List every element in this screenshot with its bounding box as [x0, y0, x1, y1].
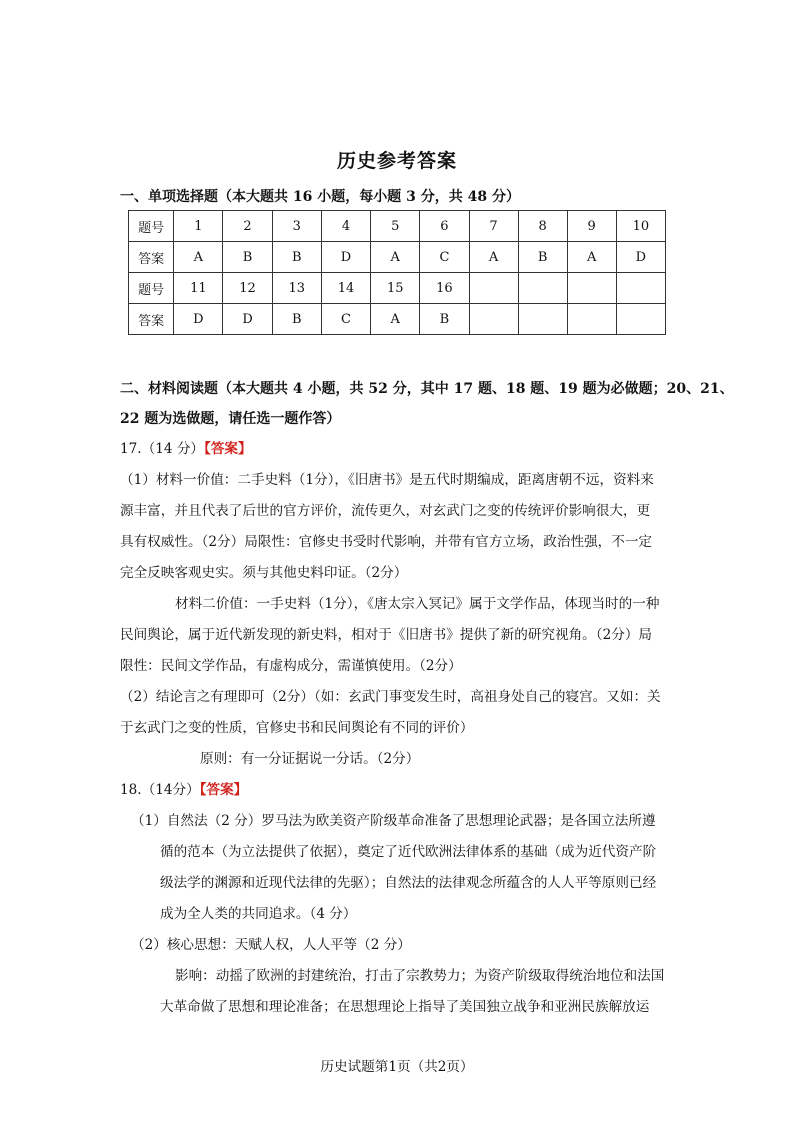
q17-line: 限性：民间文学作品，有虚构成分，需谨慎使用。（2分）	[120, 658, 462, 674]
q18-line: （2）核心思想：天赋人权，人人平等（2 分）	[131, 937, 411, 953]
table-cell: A	[371, 304, 420, 335]
table-cell: 1	[174, 211, 223, 242]
q17-line: 于玄武门之变的性质，官修史书和民间舆论有不同的评价）	[120, 720, 474, 736]
q17-line: 民间舆论，属于近代新发现的新史料，相对于《旧唐书》提供了新的研究视角。（2分）局	[120, 627, 653, 643]
table-cell: C	[420, 242, 469, 273]
table-cell: 3	[272, 211, 321, 242]
table-cell: 16	[420, 273, 469, 304]
table-cell: D	[174, 304, 223, 335]
table-row	[129, 304, 666, 335]
answer-table	[128, 210, 666, 335]
table-cell: D	[321, 242, 370, 273]
table-cell: 13	[272, 273, 321, 304]
table-cell: 14	[321, 273, 370, 304]
table-cell: B	[272, 304, 321, 335]
table-cell: B	[223, 242, 272, 273]
q18-line: 成为全人类的共同追求。（4 分）	[160, 906, 357, 922]
table-row	[129, 273, 666, 304]
table-cell: A	[469, 242, 518, 273]
row-label: 答案	[129, 242, 174, 273]
table-cell: 9	[567, 211, 616, 242]
q17-header	[120, 439, 252, 459]
q17-line: 材料二价值：一手史料（1分），《唐太宗入冥记》属于文学作品，体现当时的一种	[175, 596, 660, 612]
table-cell	[469, 304, 518, 335]
table-cell	[616, 273, 665, 304]
table-cell: 5	[371, 211, 420, 242]
row-label: 题号	[129, 211, 174, 242]
table-cell: 2	[223, 211, 272, 242]
table-cell: 4	[321, 211, 370, 242]
q18-line: 大革命做了思想和理论准备；在思想理论上指导了美国独立战争和亚洲民族解放运	[160, 999, 650, 1015]
table-cell: 6	[420, 211, 469, 242]
q18-header	[120, 780, 247, 800]
table-cell	[616, 304, 665, 335]
q17-number: 17.（14 分）	[120, 441, 205, 457]
q18-line: （1）自然法（2 分）罗马法为欧美资产阶级革命准备了思想理论武器；是各国立法所遵	[131, 813, 656, 829]
q17-line: 完全反映客观史实。须与其他史料印证。（2分）	[120, 565, 408, 581]
q18-number: 18.（14分）	[120, 782, 200, 798]
table-cell: A	[174, 242, 223, 273]
table-cell: 7	[469, 211, 518, 242]
q18-line: 影响：动摇了欧洲的封建统治，打击了宗教势力；为资产阶级取得统治地位和法国	[175, 968, 665, 984]
table-cell: 10	[616, 211, 665, 242]
table-cell: A	[567, 242, 616, 273]
table-row	[129, 211, 666, 242]
table-cell: 11	[174, 273, 223, 304]
table-cell	[518, 273, 567, 304]
table-cell: 15	[371, 273, 420, 304]
section-2-heading-line1: 二、材料阅读题（本大题共 4 小题，共 52 分，其中 17 题、18 题、19 题为必做题；20、21、	[120, 381, 734, 397]
q17-line: （2）结论言之有理即可（2分）（如：玄武门事变发生时，高祖身处自己的寝宫。又如：关	[120, 689, 661, 705]
q17-answer-tag: 【答案】	[204, 441, 252, 457]
q18-line: 级法学的渊源和近现代法律的先驱）；自然法的法律观念所蕴含的人人平等原则已经	[160, 875, 657, 891]
table-cell	[469, 273, 518, 304]
row-label: 题号	[129, 273, 174, 304]
table-cell: 8	[518, 211, 567, 242]
table-cell: 12	[223, 273, 272, 304]
table-cell: D	[223, 304, 272, 335]
q18-answer-tag: 【答案】	[199, 782, 248, 798]
table-cell: B	[518, 242, 567, 273]
q17-line: 原则：有一分证据说一分话。（2分）	[200, 751, 420, 767]
row-label: 答案	[129, 304, 174, 335]
table-cell	[518, 304, 567, 335]
table-cell: D	[616, 242, 665, 273]
table-cell	[567, 273, 616, 304]
table-cell: B	[272, 242, 321, 273]
table-cell: B	[420, 304, 469, 335]
page-title: 历史参考答案	[336, 150, 457, 172]
page-footer: 历史试题第1页（共2页）	[320, 1059, 474, 1075]
table-row	[129, 242, 666, 273]
q18-line: 循的范本（为立法提供了依据），奠定了近代欧洲法律体系的基础（成为近代资产阶	[160, 844, 657, 860]
section-1-heading: 一、单项选择题（本大题共 16 小题，每小题 3 分，共 48 分）	[120, 189, 520, 205]
q17-line: （1）材料一价值：二手史料（1分），《旧唐书》是五代时期编成，距离唐朝不远，资料来	[120, 472, 654, 488]
section-2-heading-line2: 22 题为选做题，请任选一题作答）	[120, 411, 341, 427]
q17-line: 源丰富，并且代表了后世的官方评价，流传更久，对玄武门之变的传统评价影响很大，更	[120, 503, 651, 519]
table-cell	[567, 304, 616, 335]
q17-line: 具有权威性。（2分）局限性：官修史书受时代影响，并带有官方立场，政治性强，不一定	[120, 534, 653, 550]
table-cell: C	[321, 304, 370, 335]
table-cell: A	[371, 242, 420, 273]
